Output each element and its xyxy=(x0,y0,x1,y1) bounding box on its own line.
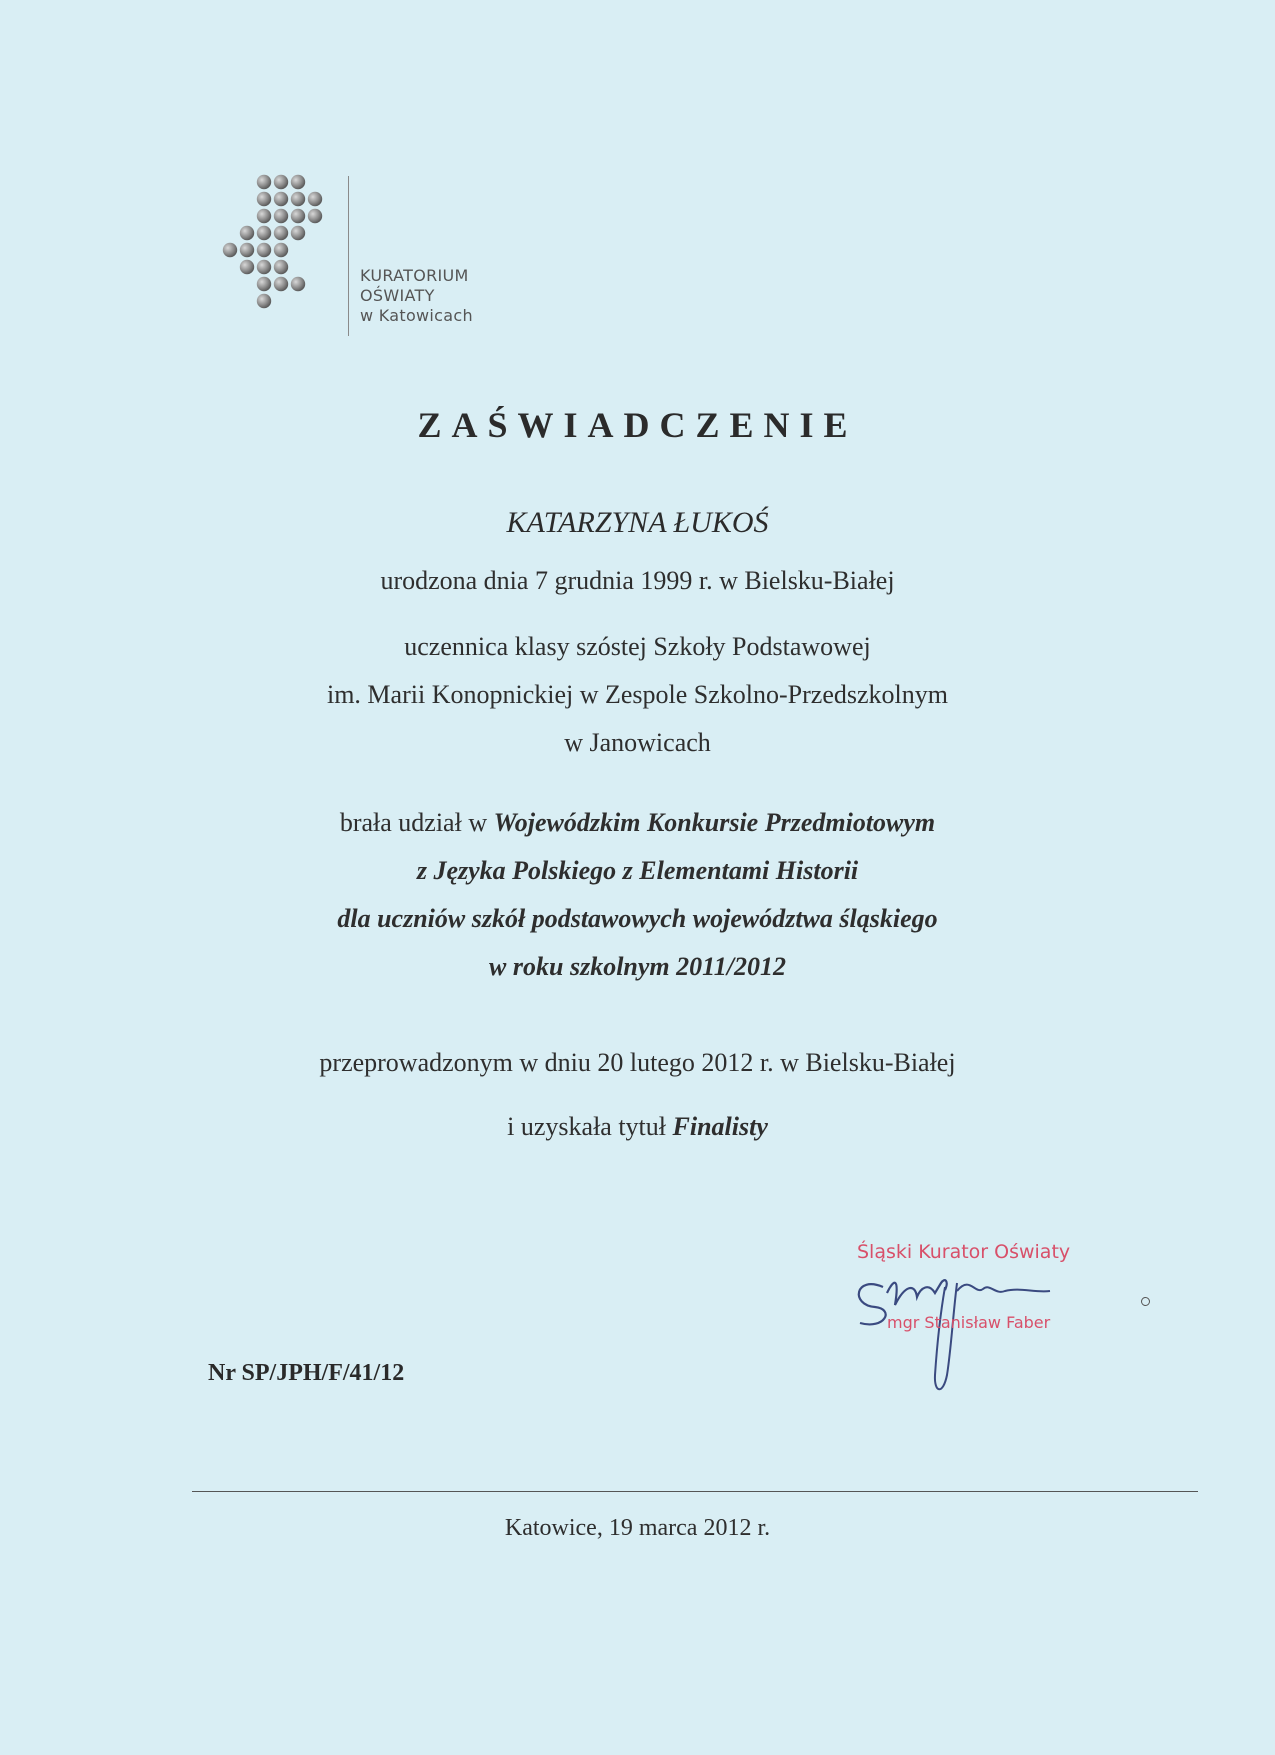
recipient-name: KATARZYNA ŁUKOŚ xyxy=(506,506,769,539)
small-circle-mark xyxy=(1141,1297,1150,1306)
emblem-dot xyxy=(291,175,305,189)
school-line-3: w Janowicach xyxy=(564,728,711,757)
contest-line-4: w roku szkolnym 2011/2012 xyxy=(489,952,786,981)
certificate-number: Nr SP/JPH/F/41/12 xyxy=(208,1360,405,1386)
result-line xyxy=(0,1112,1275,1142)
logo-text xyxy=(360,266,473,326)
emblem-dot xyxy=(274,192,288,206)
logo-line-3: w Katowicach xyxy=(360,306,473,325)
emblem-dot xyxy=(291,226,305,240)
footer-divider xyxy=(192,1491,1198,1492)
contest-line-3: dla uczniów szkół podstawowych województwa śląskiego xyxy=(337,904,938,933)
result-title: Finalisty xyxy=(672,1112,768,1141)
logo-line-1: KURATORIUM xyxy=(360,266,469,285)
emblem-dot xyxy=(274,260,288,274)
emblem-dot xyxy=(274,243,288,257)
emblem-dot xyxy=(240,260,254,274)
emblem-dot xyxy=(257,175,271,189)
place-date: Katowice, 19 marca 2012 r. xyxy=(504,1515,771,1541)
contest-line-1 xyxy=(0,808,1275,838)
signature-stamp xyxy=(845,1235,1145,1405)
contest-line-2: z Języka Polskiego z Elementami Historii xyxy=(416,856,859,885)
logo-line-2: OŚWIATY xyxy=(360,286,435,305)
emblem-dot xyxy=(257,226,271,240)
stamp-title: Śląski Kurator Oświaty xyxy=(857,1241,1071,1263)
emblem-dot xyxy=(257,294,271,308)
emblem-dot xyxy=(257,277,271,291)
emblem-dot xyxy=(257,260,271,274)
school-line-2: im. Marii Konopnickiej w Zespole Szkolno-Przedszkolnym xyxy=(326,680,948,709)
emblem-dot xyxy=(291,209,305,223)
emblem-dot xyxy=(274,226,288,240)
emblem-dot xyxy=(223,243,237,257)
emblem-dot xyxy=(240,243,254,257)
emblem-dot xyxy=(308,209,322,223)
contest-prefix: brała udział w xyxy=(339,808,494,837)
emblem-dot xyxy=(291,277,305,291)
emblem-dot xyxy=(274,277,288,291)
emblem-dot xyxy=(257,192,271,206)
emblem-dot xyxy=(274,209,288,223)
emblem-dot xyxy=(257,209,271,223)
birth-line: urodzona dnia 7 grudnia 1999 r. w Bielsku-Białej xyxy=(380,566,895,595)
dots-emblem-icon xyxy=(220,172,350,332)
emblem-dot xyxy=(257,243,271,257)
stamp-name: mgr Stanisław Faber xyxy=(887,1313,1051,1332)
emblem-dot xyxy=(291,192,305,206)
school-line-1: uczennica klasy szóstej Szkoły Podstawowej xyxy=(404,632,871,661)
kuratorium-logo xyxy=(220,172,520,342)
contest-name: Wojewódzkim Konkursie Przedmiotowym xyxy=(493,808,936,837)
result-prefix: i uzyskała tytuł xyxy=(507,1112,673,1141)
emblem-dot xyxy=(274,175,288,189)
held-line: przeprowadzonym w dniu 20 lutego 2012 r. w Bielsku-Białej xyxy=(319,1048,956,1077)
logo-divider xyxy=(348,176,349,336)
emblem-dot xyxy=(308,192,322,206)
emblem-dot xyxy=(240,226,254,240)
document-title: ZAŚWIADCZENIE xyxy=(417,405,858,445)
